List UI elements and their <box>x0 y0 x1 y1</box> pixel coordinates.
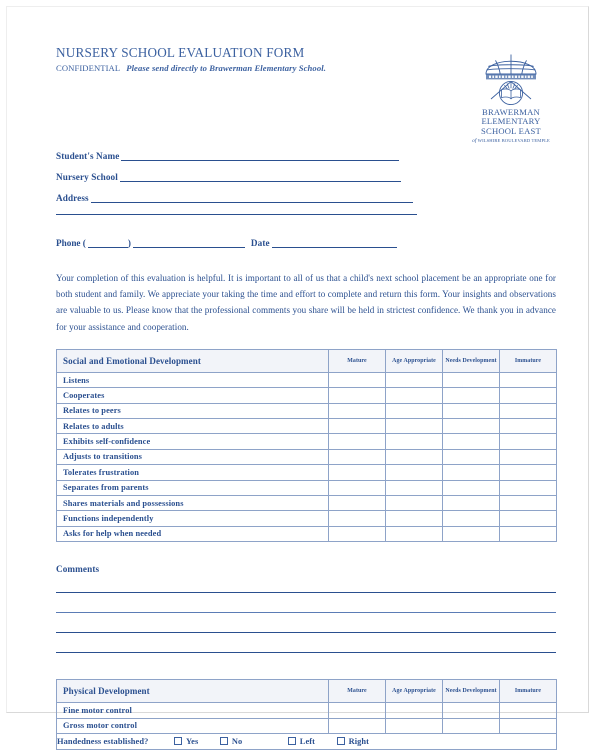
address-line-2-input[interactable] <box>56 214 417 215</box>
dome-seal-logo-icon <box>465 45 557 107</box>
field-students-name <box>56 151 556 172</box>
rating-cell-age-appropriate[interactable] <box>386 388 443 403</box>
column-header-age-appropriate: Age Appropriate <box>386 680 443 703</box>
column-header-mature: Mature <box>329 680 386 703</box>
column-header-age-appropriate: Age Appropriate <box>386 349 443 372</box>
comments-line-1[interactable] <box>56 592 556 593</box>
rating-cell-mature[interactable] <box>329 403 386 418</box>
field-label: Nursery School <box>56 172 118 182</box>
handedness-option-yes: Yes <box>185 736 199 746</box>
row-label: Exhibits self-confidence <box>57 434 329 449</box>
rating-cell-needs-development[interactable] <box>443 388 500 403</box>
field-nursery-school <box>56 172 556 193</box>
rating-cell-age-appropriate[interactable] <box>386 495 443 510</box>
table-row <box>57 372 557 387</box>
rating-cell-needs-development[interactable] <box>443 418 500 433</box>
column-header-immature: Immature <box>500 349 557 372</box>
students-name-input[interactable] <box>121 151 399 161</box>
intro-paragraph: Your completion of this evaluation is helpful. It is important to all of us that a child's next school placement be an appropriate one for both student and family. We appreciate your taking the time and effort to complete and return this form. Your insights and observations are valuable to us. Please know that the professional comments you share will be held in strictest confidence. We thank you in advance for your assistance and cooperation. <box>56 273 556 332</box>
rating-cell-needs-development[interactable] <box>443 511 500 526</box>
social-emotional-development-table <box>56 349 557 542</box>
table-row <box>57 703 557 718</box>
rating-cell-immature[interactable] <box>500 480 557 495</box>
handedness-option-no: No <box>231 736 243 746</box>
rating-cell-needs-development[interactable] <box>443 480 500 495</box>
confidential-label: CONFIDENTIAL <box>56 63 121 73</box>
logo-sub-text: WILSHIRE BOULEVARD TEMPLE <box>477 137 550 143</box>
handedness-cell <box>57 733 557 749</box>
table-header-row <box>57 680 557 703</box>
rating-cell-needs-development[interactable] <box>443 449 500 464</box>
rating-cell-immature[interactable] <box>500 434 557 449</box>
phone-number-input[interactable] <box>133 238 245 248</box>
rating-cell-immature[interactable] <box>500 449 557 464</box>
date-label: Date <box>250 238 270 248</box>
rating-cell-age-appropriate[interactable] <box>386 465 443 480</box>
logo-name-line-2: ELEMENTARY <box>481 116 541 127</box>
field-label: Student's Name <box>56 151 120 161</box>
row-label: Fine motor control <box>57 703 329 718</box>
school-logo <box>465 45 557 145</box>
table-row <box>57 511 557 526</box>
row-label: Separates from parents <box>57 480 329 495</box>
table-row <box>57 480 557 495</box>
field-address-line-2 <box>56 214 556 238</box>
row-label: Asks for help when needed <box>57 526 329 541</box>
social-table-body <box>57 372 557 541</box>
rating-cell-needs-development[interactable] <box>443 495 500 510</box>
form-fields <box>56 151 556 259</box>
logo-name <box>465 108 557 136</box>
rating-cell-mature[interactable] <box>329 526 386 541</box>
field-address <box>56 193 556 214</box>
row-label: Adjusts to transitions <box>57 449 329 464</box>
row-label: Shares materials and possessions <box>57 495 329 510</box>
page-content <box>56 45 556 750</box>
physical-table-title: Physical Development <box>57 680 329 703</box>
rating-cell-mature[interactable] <box>329 434 386 449</box>
column-header-immature: Immature <box>500 680 557 703</box>
physical-table-body <box>57 703 557 750</box>
rating-cell-age-appropriate[interactable] <box>386 511 443 526</box>
table-row <box>57 434 557 449</box>
handedness-checkbox-yes[interactable] <box>174 737 182 745</box>
rating-cell-mature[interactable] <box>329 718 386 733</box>
physical-development-table <box>56 679 557 750</box>
phone-label-close: ) <box>127 238 131 248</box>
rating-cell-immature[interactable] <box>500 403 557 418</box>
rating-cell-immature[interactable] <box>500 495 557 510</box>
field-phone-date <box>56 238 556 259</box>
rating-cell-mature[interactable] <box>329 449 386 464</box>
area-code-input[interactable] <box>88 238 128 248</box>
rating-cell-age-appropriate[interactable] <box>386 418 443 433</box>
rating-cell-immature[interactable] <box>500 388 557 403</box>
rating-cell-immature[interactable] <box>500 511 557 526</box>
rating-cell-mature[interactable] <box>329 480 386 495</box>
rating-cell-age-appropriate[interactable] <box>386 718 443 733</box>
rating-cell-age-appropriate[interactable] <box>386 526 443 541</box>
row-label: Gross motor control <box>57 718 329 733</box>
rating-cell-needs-development[interactable] <box>443 434 500 449</box>
rating-cell-mature[interactable] <box>329 388 386 403</box>
table-row <box>57 495 557 510</box>
document-header <box>56 45 556 151</box>
table-row <box>57 388 557 403</box>
rating-cell-immature[interactable] <box>500 372 557 387</box>
row-label: Functions independently <box>57 511 329 526</box>
rating-cell-needs-development[interactable] <box>443 465 500 480</box>
handedness-label: Handedness established? <box>57 736 149 746</box>
comments-label: Comments <box>56 564 100 575</box>
rating-cell-mature[interactable] <box>329 418 386 433</box>
row-label: Cooperates <box>57 388 329 403</box>
table-row <box>57 465 557 480</box>
confidential-note: Please send directly to Brawerman Elementary School. <box>126 63 326 73</box>
rating-cell-immature[interactable] <box>500 703 557 718</box>
rating-cell-age-appropriate[interactable] <box>386 372 443 387</box>
logo-sub-prefix: of <box>472 137 477 144</box>
rating-cell-mature[interactable] <box>329 511 386 526</box>
comments-line-2[interactable] <box>56 612 556 613</box>
rating-cell-mature[interactable] <box>329 465 386 480</box>
rating-cell-needs-development[interactable] <box>443 372 500 387</box>
table-row <box>57 418 557 433</box>
rating-cell-needs-development[interactable] <box>443 526 500 541</box>
table-header-row <box>57 349 557 372</box>
table-row <box>57 403 557 418</box>
rating-cell-age-appropriate[interactable] <box>386 403 443 418</box>
rating-cell-mature[interactable] <box>329 495 386 510</box>
rating-cell-age-appropriate[interactable] <box>386 480 443 495</box>
handedness-checkbox-left[interactable] <box>288 737 296 745</box>
row-label: Tolerates frustration <box>57 465 329 480</box>
column-header-needs-development: Needs Development <box>443 349 500 372</box>
table-row <box>57 449 557 464</box>
field-label: Address <box>56 193 89 203</box>
handedness-row <box>57 733 557 749</box>
rating-cell-age-appropriate[interactable] <box>386 434 443 449</box>
phone-label: Phone ( <box>56 238 86 248</box>
rating-cell-immature[interactable] <box>500 526 557 541</box>
table-row <box>57 526 557 541</box>
nursery-school-input[interactable] <box>120 172 401 182</box>
handedness-checkbox-right[interactable] <box>337 737 345 745</box>
table-row <box>57 718 557 733</box>
page-title: NURSERY SCHOOL EVALUATION FORM <box>56 45 305 60</box>
handedness-option-right: Right <box>348 736 370 746</box>
social-table-title: Social and Emotional Development <box>57 349 329 372</box>
logo-subtitle <box>465 137 557 145</box>
rating-cell-needs-development[interactable] <box>443 718 500 733</box>
rating-cell-needs-development[interactable] <box>443 403 500 418</box>
logo-name-line-3: SCHOOL EAST <box>481 125 541 136</box>
rating-cell-age-appropriate[interactable] <box>386 449 443 464</box>
handedness-checkbox-no[interactable] <box>220 737 228 745</box>
rating-cell-mature[interactable] <box>329 372 386 387</box>
rating-cell-immature[interactable] <box>500 418 557 433</box>
comments-line-4[interactable] <box>56 652 556 653</box>
column-header-mature: Mature <box>329 349 386 372</box>
handedness-option-left: Left <box>299 736 316 746</box>
row-label: Relates to adults <box>57 418 329 433</box>
address-input[interactable] <box>91 193 413 203</box>
rating-cell-age-appropriate[interactable] <box>386 703 443 718</box>
page-sheet <box>6 6 589 746</box>
date-input[interactable] <box>272 238 397 248</box>
row-label: Listens <box>57 372 329 387</box>
rating-cell-immature[interactable] <box>500 718 557 733</box>
rating-cell-needs-development[interactable] <box>443 703 500 718</box>
row-label: Relates to peers <box>57 403 329 418</box>
rating-cell-mature[interactable] <box>329 703 386 718</box>
column-header-needs-development: Needs Development <box>443 680 500 703</box>
comments-line-3[interactable] <box>56 632 556 633</box>
logo-name-line-1: BRAWERMAN <box>482 107 540 117</box>
rating-cell-immature[interactable] <box>500 465 557 480</box>
